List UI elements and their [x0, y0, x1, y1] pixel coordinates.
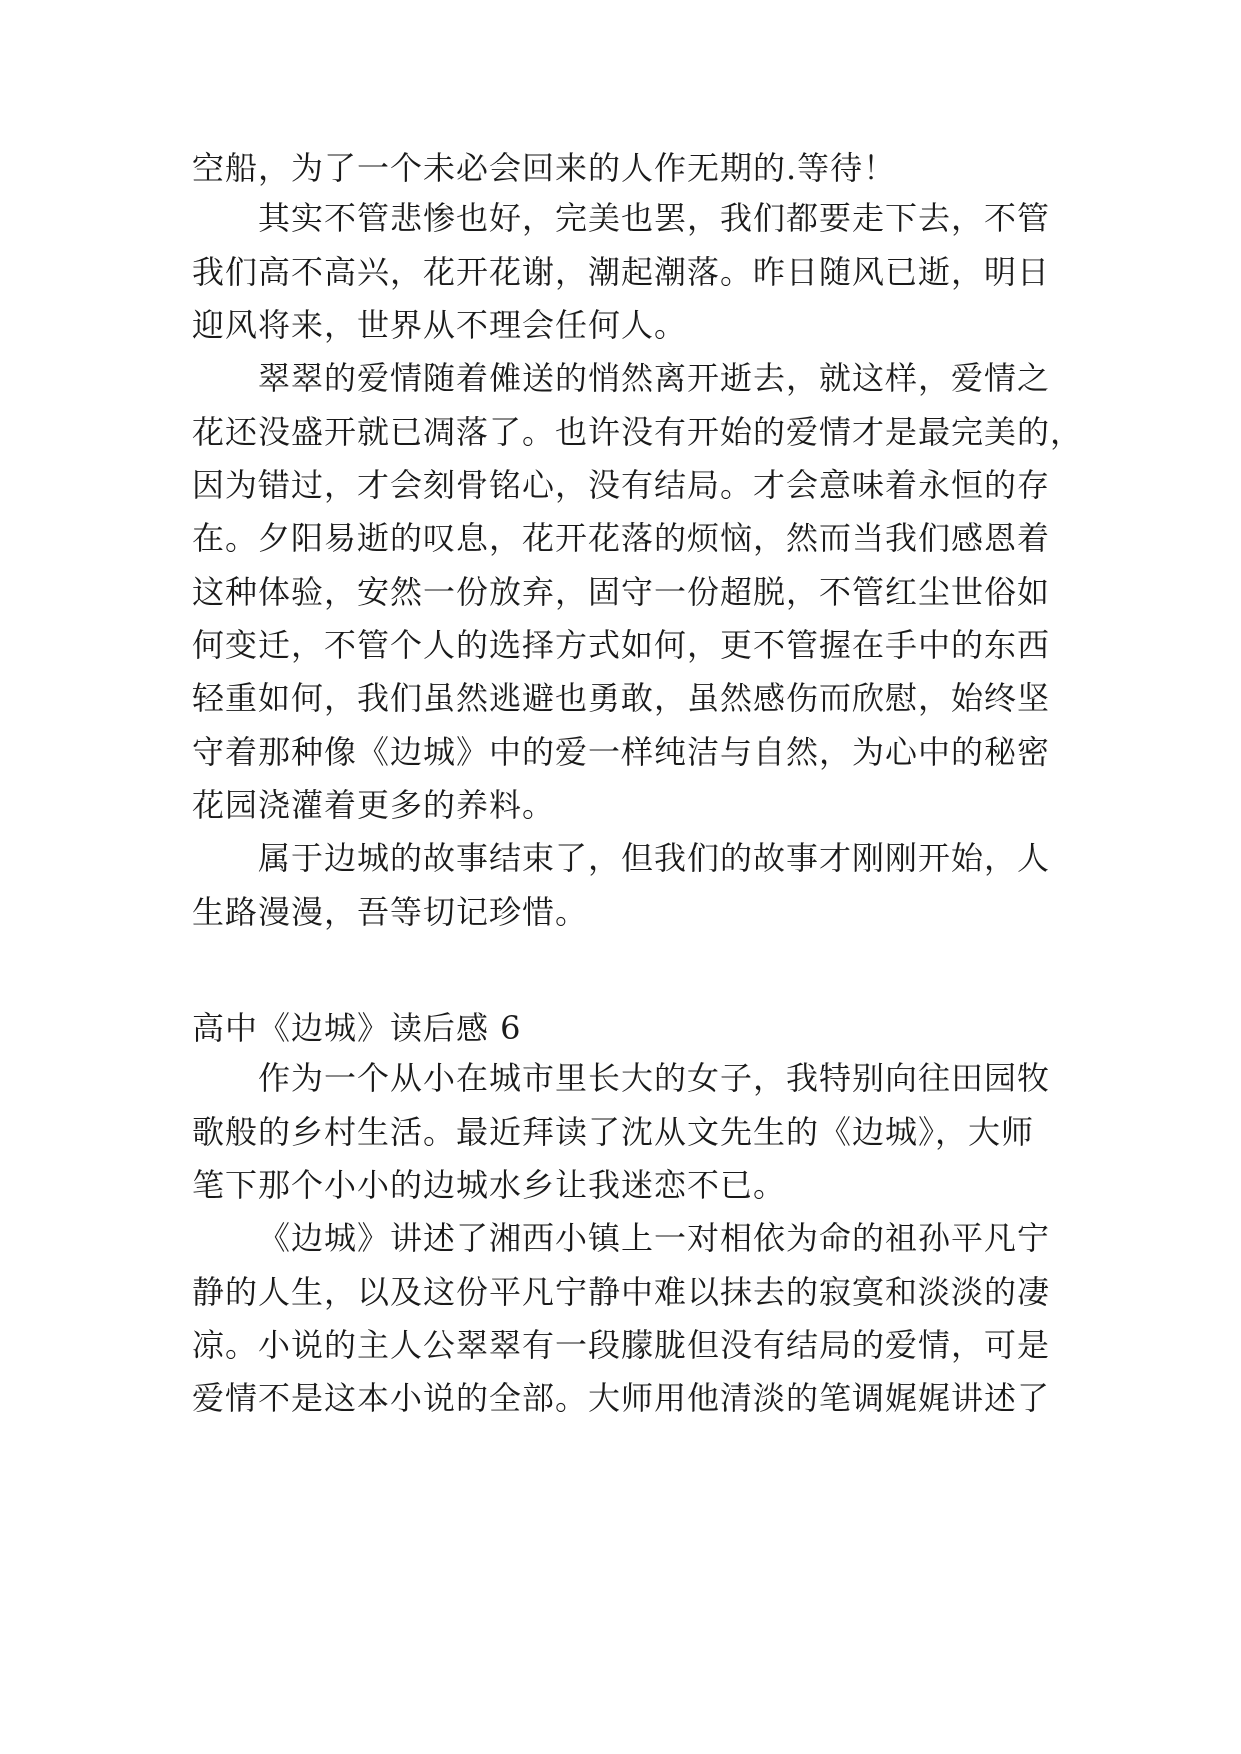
text-line: 我们高不高兴，花开花谢，潮起潮落。昨日随风已逝，明日: [192, 253, 1051, 291]
text-line: 歌般的乡村生活。最近拜读了沈从文先生的《边城》，大师: [192, 1113, 1035, 1151]
text-line: 作为一个从小在城市里长大的女子，我特别向往田园牧: [258, 1059, 1051, 1097]
text-line: 爱情不是这本小说的全部。大师用他清淡的笔调娓娓讲述了: [192, 1379, 1051, 1417]
text-line: 生路漫漫，吾等切记珍惜。: [192, 893, 589, 931]
text-line: 在。夕阳易逝的叹息，花开花落的烦恼，然而当我们感恩着: [192, 519, 1051, 557]
text-line: 花园浇灌着更多的养料。: [192, 786, 556, 824]
text-line: 守着那种像《边城》中的爱一样纯洁与自然，为心中的秘密: [192, 733, 1051, 771]
text-line: 笔下那个小小的边城水乡让我迷恋不已。: [192, 1166, 787, 1204]
text-line: 《边城》讲述了湘西小镇上一对相依为命的祖孙平凡宁: [258, 1219, 1051, 1257]
text-line: 何变迁，不管个人的选择方式如何，更不管握在手中的东西: [192, 626, 1051, 664]
text-line: 凉。小说的主人公翠翠有一段朦胧但没有结局的爱情，可是: [192, 1326, 1051, 1364]
text-line: 空船，为了一个未必会回来的人作无期的.等待！: [192, 149, 897, 187]
section-heading: 高中《边城》读后感 6: [192, 1009, 522, 1047]
text-line: 属于边城的故事结束了，但我们的故事才刚刚开始，人: [258, 839, 1051, 877]
text-line: 迎风将来，世界从不理会任何人。: [192, 306, 688, 344]
text-line: 静的人生，以及这份平凡宁静中难以抹去的寂寞和淡淡的凄: [192, 1273, 1051, 1311]
text-line: 其实不管悲惨也好，完美也罢，我们都要走下去，不管: [258, 199, 1051, 237]
text-line: 轻重如何，我们虽然逃避也勇敢，虽然感伤而欣慰，始终坚: [192, 679, 1051, 717]
text-line: 这种体验，安然一份放弃，固守一份超脱，不管红尘世俗如: [192, 573, 1051, 611]
text-line: 花还没盛开就已凋落了。也许没有开始的爱情才是最完美的，: [192, 413, 1084, 451]
text-line: 翠翠的爱情随着傩送的悄然离开逝去，就这样，爱情之: [258, 359, 1051, 397]
text-line: 因为错过，才会刻骨铭心，没有结局。才会意味着永恒的存: [192, 466, 1051, 504]
